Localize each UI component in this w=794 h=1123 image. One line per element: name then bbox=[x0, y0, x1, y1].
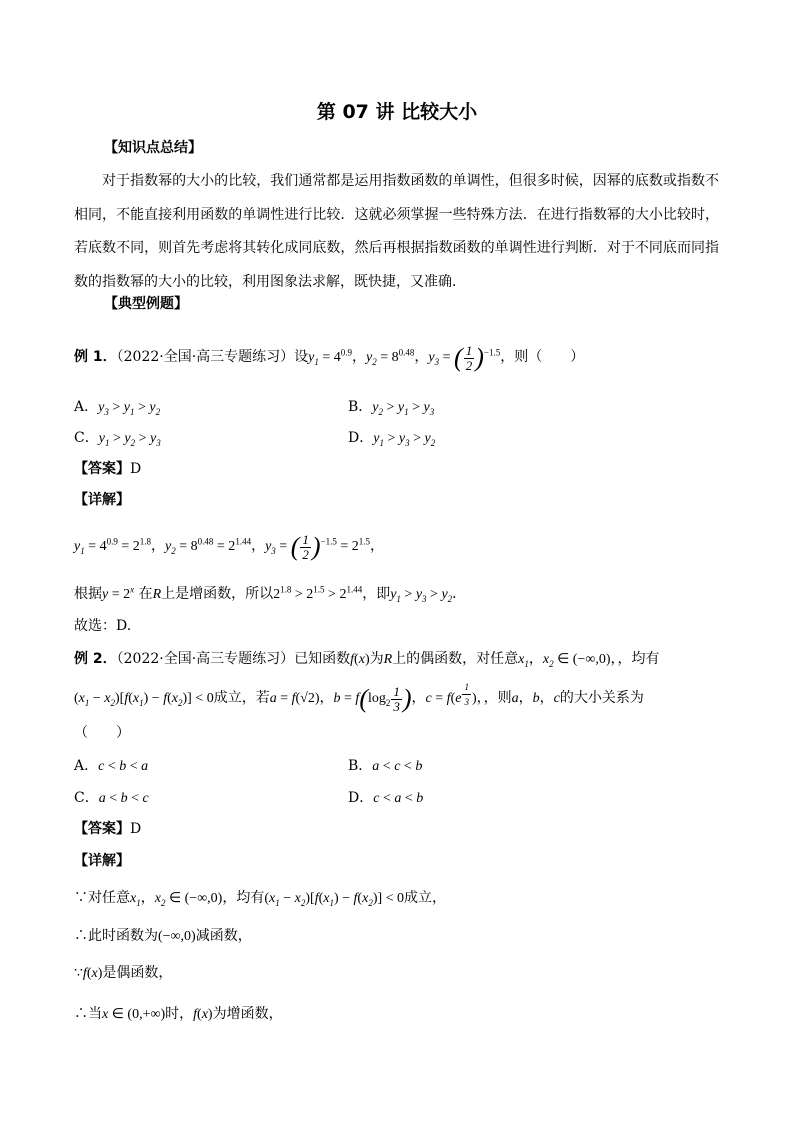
ex1-detail-label: 【详解】 bbox=[74, 492, 130, 508]
example-2-paren: （ ） bbox=[74, 725, 130, 741]
ex2-detail-line-4: ∴当x ∈ (0,+∞)时，f(x)为增函数， bbox=[74, 1006, 283, 1022]
ex1-y3-expr: $y_3$ = ( $\frac{1}{2}$ )$^{-1.5}$ bbox=[428, 342, 501, 373]
example-1-label: 例 1． bbox=[74, 349, 117, 366]
example-2-question-line-1: 例 2．（2022·全国·高三专题练习）已知函数f(x)为R上的偶函数，对任意$x_1$，$x_2$ ∈ (−∞,0)，，均有 bbox=[74, 651, 660, 669]
ex1-detail-line-1: $y_1 = 4^{0.9} = 2^{1.8}$，$y_2 = 8^{0.48} = 2^{1.44}$，$y_3$ = ( $\frac{1}{2}$ )$^{-1.5} = 2^{1.5}$， bbox=[74, 531, 385, 562]
section-examples-heading: 【典型例题】 bbox=[104, 296, 188, 312]
ex2-option-b: B．a < c < b bbox=[348, 758, 423, 774]
ex1-option-b: B．$y_2 > y_1 > y_3$ bbox=[348, 399, 435, 417]
example-2-label: 例 2． bbox=[74, 651, 117, 667]
ex2-detail-line-3: ∵f(x)是偶函数， bbox=[74, 965, 173, 981]
ex2-option-c: C．a < b < c bbox=[74, 790, 149, 806]
ex1-conclusion: 故选：D. bbox=[74, 618, 132, 634]
knowledge-paragraph: 对于指数幂的大小的比较，我们通常都是运用指数函数的单调性，但很多时候，因幂的底数或指数不相同，不能直接利用函数的单调性进行比较．这就必须掌握一些特殊方法．在进行指数幂的大小比较时，若底数不同，则首先考虑将其转化成同底数，然后再根据指数函数的单调性进行判断．对于不同底而同指数的指数幂的大小的比较，利用图象法求解，既快捷，又准确． bbox=[74, 173, 719, 290]
ex2-detail-line-2: ∴此时函数为(−∞,0)减函数， bbox=[74, 928, 252, 944]
ex1-option-d: D．$y_1 > y_3 > y_2$ bbox=[348, 430, 436, 448]
ex1-answer: 【答案】D bbox=[74, 461, 142, 477]
ex2-detail-line-1: ∵对任意$x_1$，$x_2$ ∈ (−∞,0)，均有$(x_1 - x_2)[f(x_1) - f(x_2)] < 0$成立， bbox=[74, 890, 447, 908]
ex1-option-a: A．$y_3 > y_1 > y_2$ bbox=[74, 399, 161, 417]
example-2-question-line-2: $(x_1 - x_2)[f(x_1) - f(x_2)] < 0$成立，若a = f(√2)，$b = f(\log_2$ $\frac{1}{3}$ )，c = f(e $^{\frac{1}{3}}$ )，，则a，b，c的大小关系为 bbox=[74, 682, 644, 714]
ex2-option-d: D．c < a < b bbox=[348, 790, 424, 806]
section-knowledge-heading: 【知识点总结】 bbox=[104, 140, 202, 156]
example-1-tail: ，则（ ） bbox=[500, 349, 585, 366]
ex1-detail-line-2: 根据$y = 2^x$ 在R上是增函数，所以$2^{1.8} > 2^{1.5} > 2^{1.44}$，即$y_1 > y_3 > y_2$． bbox=[74, 584, 467, 604]
example-1-source: （2022·全国·高三专题练习）设 bbox=[116, 349, 309, 366]
example-1-question: 例 1．（2022·全国·高三专题练习）设$y_1 = 4^{0.9}$，$y_2 = 8^{0.48}$，$y_3$ = ( $\frac{1}{2}$ )$^{-1.5}$，则（ ） bbox=[74, 342, 585, 373]
ex1-y1-expr: $y_1 = 4^{0.9}$ bbox=[308, 347, 353, 368]
ex2-answer: 【答案】D bbox=[74, 821, 142, 837]
page-title: 第 07 讲 比较大小 bbox=[316, 101, 478, 123]
ex1-y2-expr: $y_2 = 8^{0.48}$ bbox=[366, 347, 415, 368]
ex2-detail-label: 【详解】 bbox=[74, 853, 130, 869]
ex1-option-c: C．$y_1 > y_2 > y_3$ bbox=[74, 430, 161, 448]
ex2-option-a: A．c < b < a bbox=[74, 758, 149, 774]
